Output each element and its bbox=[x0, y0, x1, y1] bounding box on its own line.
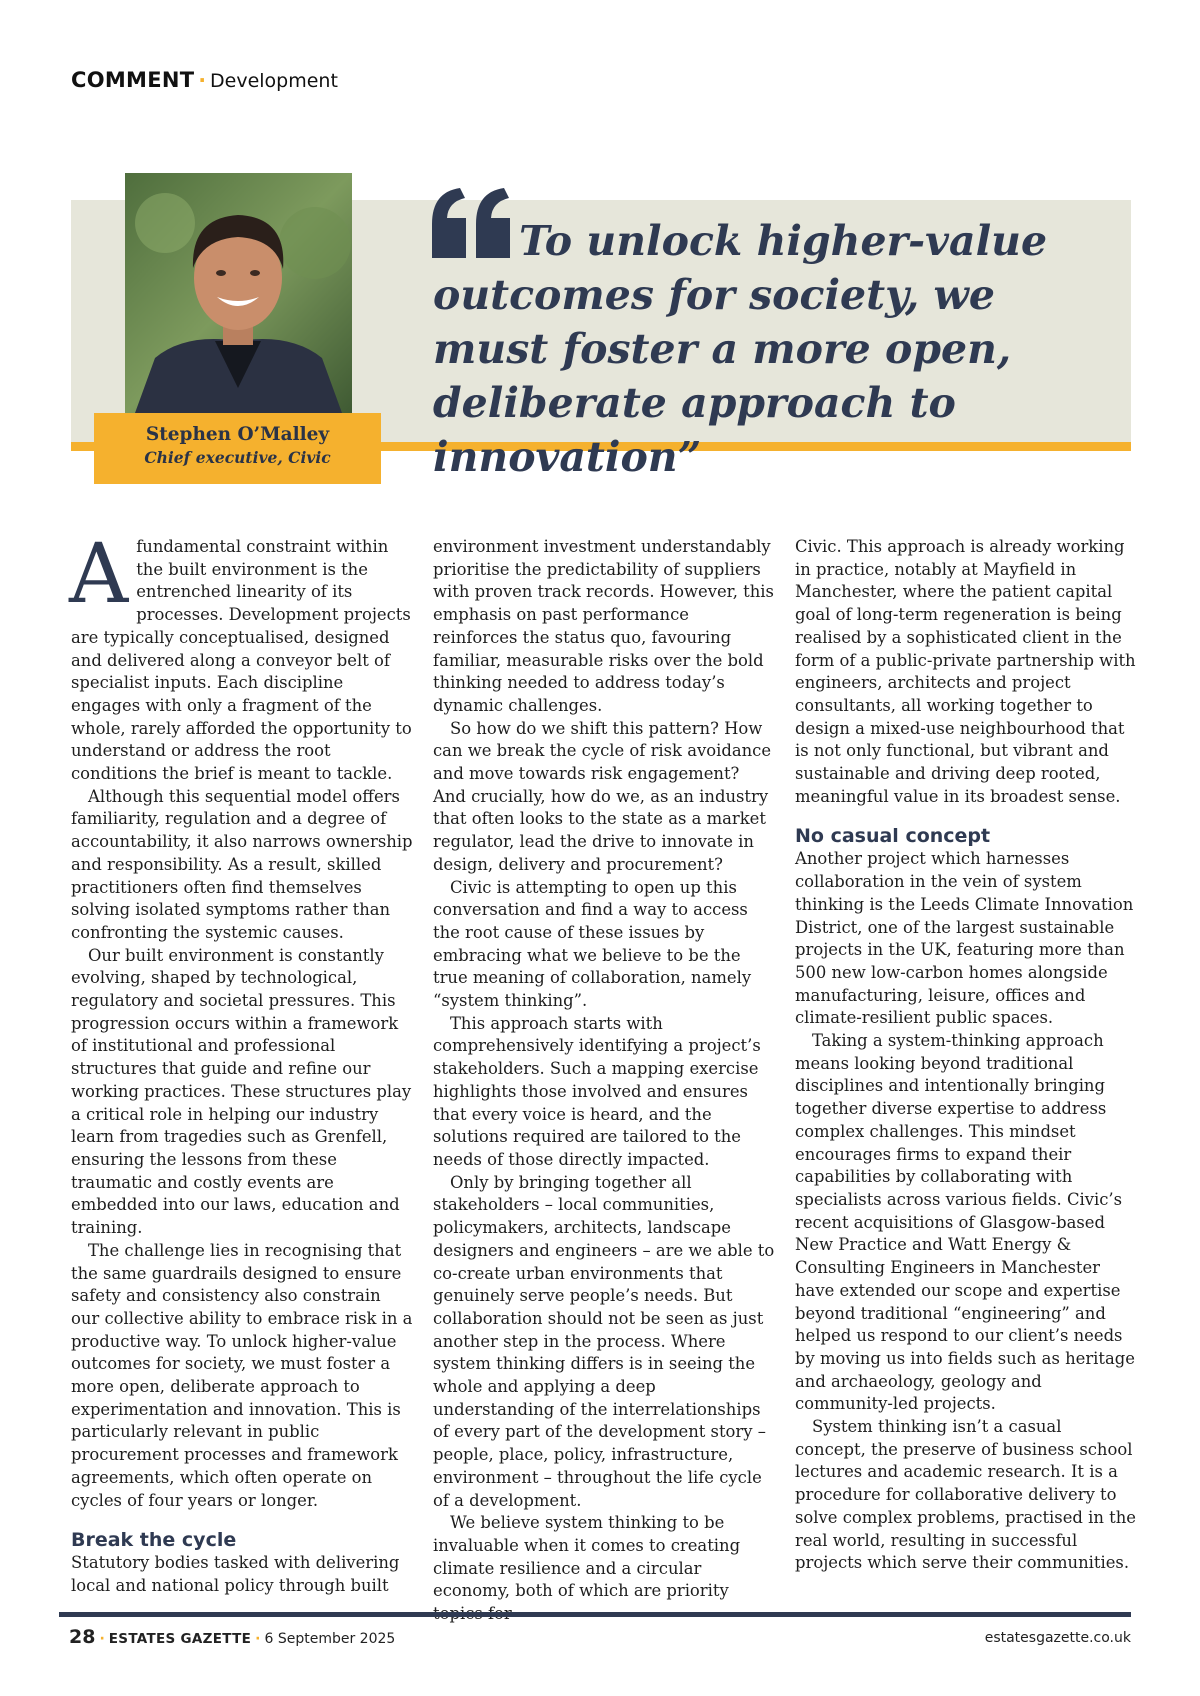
website-link[interactable]: estatesgazette.co.uk bbox=[984, 1630, 1131, 1646]
author-photo bbox=[125, 173, 352, 413]
subheading-break-the-cycle: Break the cycle bbox=[71, 1529, 237, 1552]
article-paragraph: Taking a system-thinking approach means looking beyond traditional disciplines and intentionally bringing together diverse expertise to address complex challenges. This mindset encourages firms to expand their capabilities by collaborating with specialists across various fields. Civic’s recent acquisitions of Glasgow-based New Practice and Watt Energy & Consulting Engineers in Manchester have extended our scope and expertise beyond traditional “engineering” and helped us respond to our client’s needs by moving us into fields such as heritage and archaeology, geology and community-led projects. bbox=[795, 1031, 1135, 1414]
footer-rule bbox=[59, 1612, 1131, 1617]
section-separator: · bbox=[198, 68, 207, 92]
footer-info bbox=[69, 1626, 395, 1648]
article-paragraph: Statutory bodies tasked with delivering local and national policy through built bbox=[71, 1553, 400, 1595]
article-paragraph: System thinking isn’t a casual concept, the preserve of business school lectures and academic research. It is a procedure for collaborative delivery to solve complex problems, practised in the real world, resulting in successful projects which serve their communities. bbox=[795, 1417, 1136, 1573]
footer-separator: · bbox=[99, 1631, 105, 1647]
article-paragraph: Civic. This approach is already working in practice, notably at Mayfield in Manchester, where the patient capital goal of long-term regeneration is being realised by a sophisticated client in the form of a public-private partnership with engineers, architects and project consultants, all working together to design a mixed-use neighbourhood that is not only functional, but vibrant and sustainable and driving deep rooted, meaningful value in its broadest sense. bbox=[795, 537, 1136, 806]
author-name: Stephen O’Malley bbox=[145, 424, 330, 445]
section-name: COMMENT bbox=[71, 68, 195, 92]
article-paragraph: Another project which harnesses collaboration in the vein of system thinking is the Leeds Climate Innovation District, one of the largest sustainable projects in the UK, featuring more than 500 new low-carbon homes alongside manufacturing, leisure, offices and climate-resilient public spaces. bbox=[795, 849, 1134, 1028]
article-paragraph: Civic is attempting to open up this conversation and find a way to access the root cause of these issues by embracing what we believe to be the true meaning of collaboration, namely “system thinking”. bbox=[433, 877, 752, 1011]
article-column-1 bbox=[69, 527, 413, 1598]
article-paragraph: Our built environment is constantly evolving, shaped by technological, regulatory and societal pressures. This progression occurs within a framework of institutional and professional structures that guide and refine our working practices. These structures play a critical role in helping our industry learn from tragedies such as Grenfell, ensuring the lessons from these traumatic and costly events are embedded into our laws, education and training. bbox=[71, 945, 412, 1238]
article-paragraph: So how do we shift this pattern? How can we break the cycle of risk avoidance and move towards risk engagement? And crucially, how do we, as an industry that often looks to the state as a market regulator, lead the drive to innovate in design, delivery and procurement? bbox=[433, 718, 772, 874]
drop-cap: A bbox=[69, 527, 129, 622]
publication-name: ESTATES GAZETTE bbox=[108, 1631, 252, 1647]
issue-date: 6 September 2025 bbox=[264, 1631, 396, 1647]
paragraph-text: fundamental constraint within the built environment is the entrenched linearity of its processes. Development projects are typically conceptualised, designed and delivered along a conveyor belt of specialist inputs. Each discipline engages with only a fragment of the whole, rarely afforded the opportunity to understand or address the root conditions the brief is meant to tackle. bbox=[71, 537, 412, 784]
footer-separator: · bbox=[255, 1631, 261, 1647]
section-label bbox=[71, 68, 338, 92]
subsection-name: Development bbox=[210, 70, 338, 92]
article-column-2 bbox=[433, 536, 775, 1626]
article-column-3 bbox=[795, 536, 1137, 1575]
article-paragraph: We believe system thinking to be invaluable when it comes to creating climate resilience and a circular economy, both of which are priority bbox=[433, 1513, 741, 1601]
subheading-no-casual-concept: No casual concept bbox=[795, 825, 991, 848]
article-paragraph: Only by bringing together all stakeholders – local communities, policymakers, architects, landscape designers and engineers – are we able to co-create urban environments that genuinely serve people’s needs. But collaboration should not be seen as just another step in the process. Where system thinking differs is in seeing the whole and applying a deep understanding of the interrelationships of every part of the development story – people, place, policy, infrastructure, environment – throughout the life cycle of a development. bbox=[433, 1172, 775, 1510]
author-role: Chief executive, Civic bbox=[144, 448, 331, 467]
author-caption bbox=[94, 413, 381, 484]
article-paragraph: This approach starts with comprehensively identifying a project’s stakeholders. Such a mapping exercise highlights those involved and ensures that every voice is heard, and the solutions required are tailored to the needs of those directly impacted. bbox=[433, 1013, 761, 1169]
pull-quote: To unlock higher-value outcomes for society, we must foster a more open, deliberate approach to innovation” bbox=[433, 217, 1048, 481]
article-paragraph bbox=[69, 527, 413, 786]
article-paragraph: The challenge lies in recognising that the same guardrails designed to ensure safety and consistency also constrain our collective ability to embrace risk in a productive way. To unlock higher-value outcomes for society, we must foster a more open, deliberate approach to experimentation and innovation. This is particularly relevant in public procurement processes and framework agreements, which often operate on cycles of four years or longer. bbox=[71, 1240, 413, 1510]
article-paragraph: Although this sequential model offers familiarity, regulation and a degree of accountability, it also narrows ownership and responsibility. As a result, skilled practitioners often find themselves solving isolated symptoms rather than confronting the systemic causes. bbox=[71, 786, 413, 942]
article-paragraph: environment investment understandably prioritise the predictability of suppliers with proven track records. However, this emphasis on past performance reinforces the status quo, favouring familiar, measurable risks over the bold thinking needed to address today’s dynamic challenges. bbox=[433, 537, 774, 715]
page-number: 28 bbox=[69, 1626, 96, 1648]
